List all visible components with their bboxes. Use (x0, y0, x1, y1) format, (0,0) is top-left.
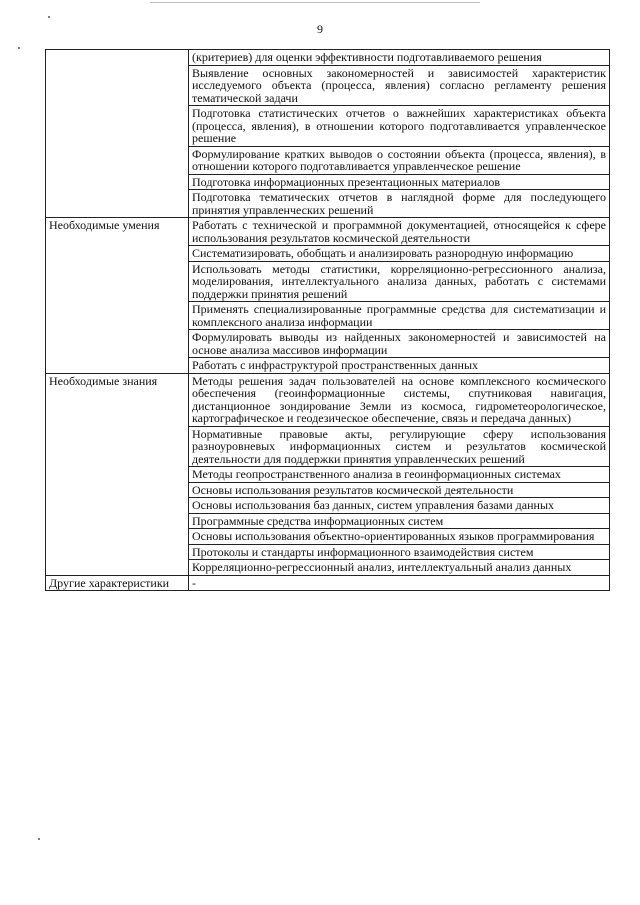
item-cell: Программные средства информационных систем (189, 513, 610, 529)
item-cell: Протоколы и стандарты информационного взаимодействия систем (189, 544, 610, 560)
item-cell: Основы использования объектно-ориентированных языков программирования (189, 529, 610, 545)
characteristics-table-body (46, 50, 610, 591)
table-row (46, 575, 610, 591)
item-cell: Выявление основных закономерностей и зависимостей характеристик исследуемого объекта (процесса, явления) согласно регламенту решения тематической задачи (189, 65, 610, 106)
item-cell: Методы геопространственного анализа в геоинформационных системах (189, 467, 610, 483)
item-cell: Методы решения задач пользователей на основе комплексного космического обеспечения (геоинформационные системы, спутниковая навигация, дистанционное зондирование Земли из космоса, гидрометеорологическое, картографическое и геодезическое обеспечение, связь и передача данных) (189, 373, 610, 426)
item-cell: Корреляционно-регрессионный анализ, интеллектуальный анализ данных (189, 560, 610, 576)
scan-top-rule (150, 2, 480, 3)
scan-speck (48, 16, 50, 18)
item-cell: Использовать методы статистики, корреляционно-регрессионного анализа, моделирования, интеллектуального анализа данных, работать с системами поддержки принятия решений (189, 261, 610, 302)
item-cell: Применять специализированные программные средства для систематизации и комплексного анализа информации (189, 302, 610, 330)
item-cell: Работать с инфраструктурой пространственных данных (189, 358, 610, 374)
item-cell: Работать с технической и программной документацией, относящейся к сфере использования результатов космической деятельности (189, 218, 610, 246)
section-label-cell (46, 50, 189, 218)
item-cell: (критериев) для оценки эффективности подготавливаемого решения (189, 50, 610, 66)
item-cell: Систематизировать, обобщать и анализировать разнородную информацию (189, 246, 610, 262)
table-row (46, 50, 610, 66)
section-label-cell: Необходимые знания (46, 373, 189, 575)
item-cell: Подготовка статистических отчетов о важнейших характеристиках объекта (процесса, явления), в отношении которого подготавливается управленческое решение (189, 106, 610, 147)
scan-speck (18, 47, 20, 49)
characteristics-table (45, 49, 610, 591)
item-cell: Основы использования баз данных, систем управления базами данных (189, 498, 610, 514)
item-cell: Основы использования результатов космической деятельности (189, 482, 610, 498)
section-label-cell: Необходимые умения (46, 218, 189, 374)
item-cell: Формулировать выводы из найденных закономерностей и зависимостей на основе анализа массивов информации (189, 330, 610, 358)
item-cell: Подготовка тематических отчетов в наглядной форме для последующего принятия управленческих решений (189, 190, 610, 218)
scan-speck (38, 838, 40, 840)
section-label-cell: Другие характеристики (46, 575, 189, 591)
item-cell: Подготовка информационных презентационных материалов (189, 174, 610, 190)
table-row (46, 373, 610, 426)
item-cell: Формулирование кратких выводов о состоянии объекта (процесса, явления), в отношении которого подготавливается управленческое решение (189, 146, 610, 174)
table-row (46, 218, 610, 246)
page-number: 9 (317, 22, 323, 36)
item-cell: Нормативные правовые акты, регулирующие сферу использования разноуровневых информационных систем и результатов космической деятельности для поддержки принятия управленческих решений (189, 426, 610, 467)
item-cell: - (189, 575, 610, 591)
